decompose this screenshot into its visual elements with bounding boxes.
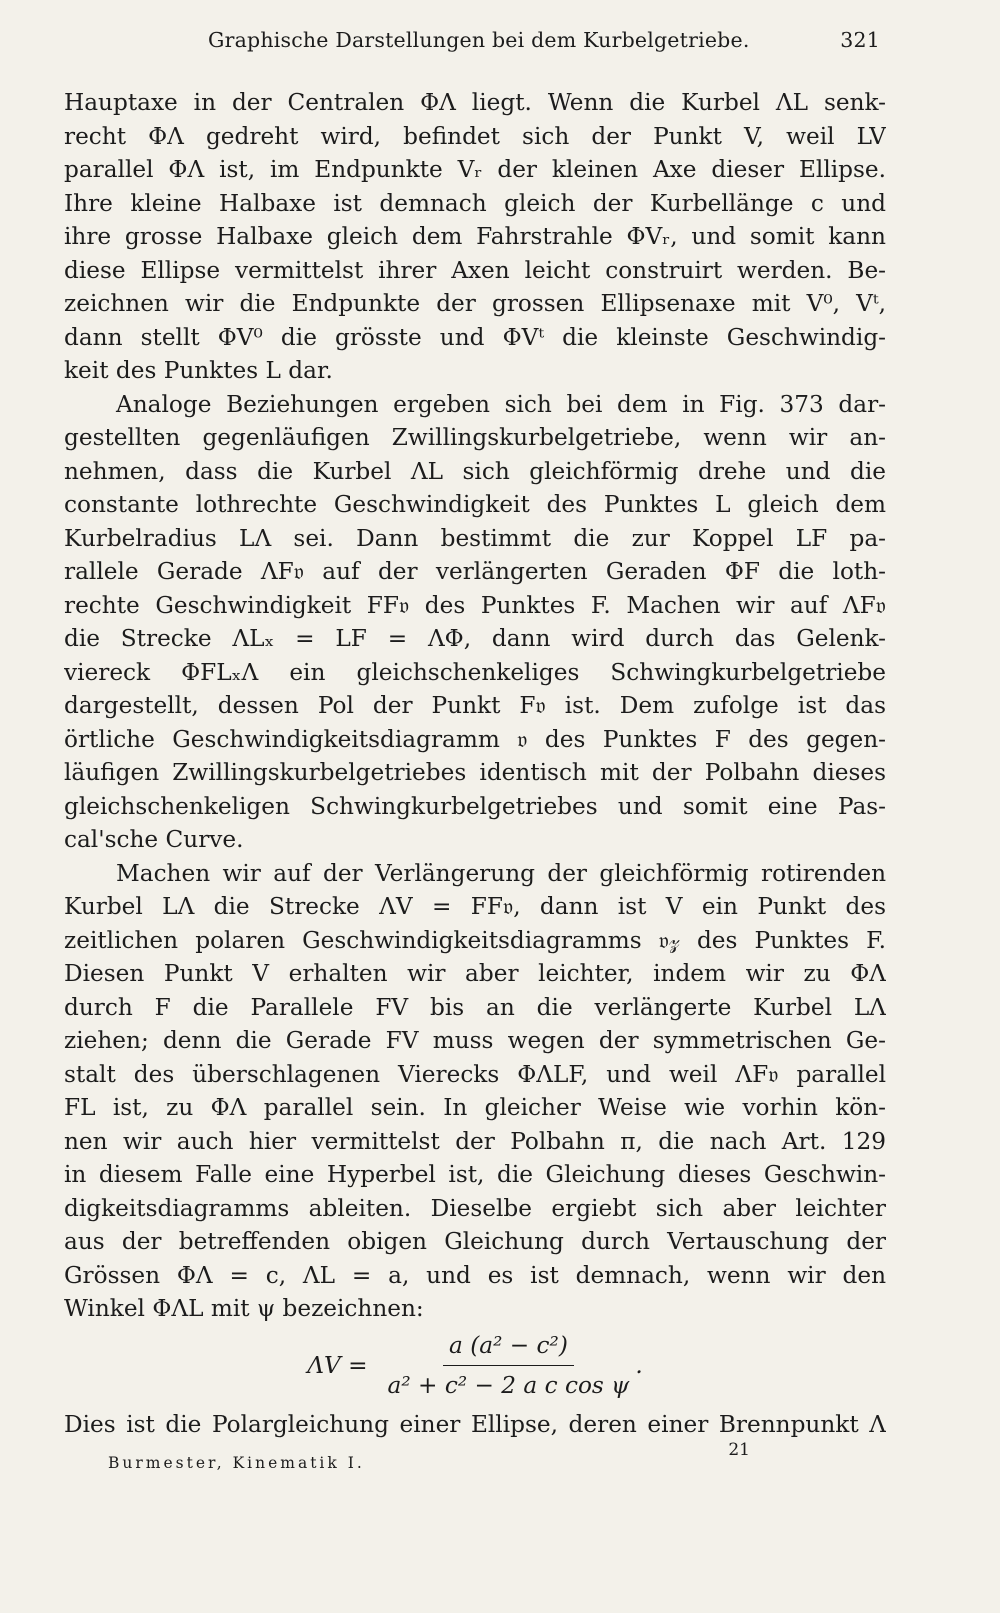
paragraph-1: [64, 86, 886, 388]
formula-period: .: [635, 1351, 643, 1379]
formula-denominator: a² + c² − 2 a c cos ψ: [387, 1372, 630, 1399]
text-line: stalt des überschlagenen Vierecks ΦΛLF, und weil ΛF𝔳 parallel: [64, 1060, 886, 1088]
text-line: keit des Punktes L dar.: [64, 357, 333, 384]
text-line: Grössen ΦΛ = c, ΛL = a, und es ist demnach, wenn wir den: [64, 1261, 886, 1289]
text-line: recht ΦΛ gedreht wird, befindet sich der Punkt V, weil LV: [64, 122, 886, 150]
formula-numerator: a (a² − c²): [443, 1329, 574, 1367]
text-line: ziehen; denn die Gerade FV muss wegen der symmetrischen Ge-: [64, 1027, 886, 1054]
formula-fraction: [382, 1329, 636, 1403]
text-line: rallele Gerade ΛF𝔳 auf der verlängerten Geraden ΦF die loth-: [64, 558, 886, 585]
text-line: ihre grosse Halbaxe gleich dem Fahrstrahle ΦVᵣ, und somit kann: [64, 223, 886, 250]
text-line: nehmen, dass die Kurbel ΛL sich gleichförmig drehe und die: [64, 457, 886, 485]
text-line: örtliche Geschwindigkeitsdiagramm 𝔳 des Punktes F des gegen-: [64, 725, 886, 753]
text-line: dann stellt ΦV⁰ die grösste und ΦVᵗ die kleinste Geschwindig-: [64, 323, 886, 351]
text-line: Winkel ΦΛL mit ψ bezeichnen:: [64, 1295, 424, 1322]
text-line: nen wir auch hier vermittelst der Polbahn π, die nach Art. 129: [64, 1127, 886, 1155]
text-line: gestellten gegenläufigen Zwillingskurbelgetriebe, wenn wir an-: [64, 424, 886, 451]
text-line: constante lothrechte Geschwindigkeit des Punktes L gleich dem: [64, 491, 886, 518]
body-text: [64, 86, 886, 1441]
text-line: zeichnen wir die Endpunkte der grossen Ellipsenaxe mit V⁰, Vᵗ,: [64, 290, 886, 317]
footer-author: Burmester, Kinematik I.: [108, 1454, 365, 1472]
text-line: läufigen Zwillingskurbelgetriebes identisch mit der Polbahn dieses: [64, 759, 886, 786]
text-line: FL ist, zu ΦΛ parallel sein. In gleicher Weise wie vorhin kön-: [64, 1094, 886, 1121]
text-line: digkeitsdiagramms ableiten. Dieselbe ergiebt sich aber leichter: [64, 1194, 886, 1222]
closing-line: Dies ist die Polargleichung einer Ellipse, deren einer Brennpunkt Λ: [64, 1410, 886, 1438]
text-line: die Strecke ΛLₓ = LF = ΛΦ, dann wird durch das Gelenk-: [64, 625, 886, 652]
text-line: parallel ΦΛ ist, im Endpunkte Vᵣ der kleinen Axe dieser Ellipse.: [64, 156, 886, 183]
text-line: Kurbelradius LΛ sei. Dann bestimmt die zur Koppel LF pa-: [64, 524, 886, 552]
text-line: Analoge Beziehungen ergeben sich bei dem in Fig. 373 dar-: [116, 390, 886, 418]
text-line: in diesem Falle eine Hyperbel ist, die Gleichung dieses Geschwin-: [64, 1161, 886, 1188]
text-line: dargestellt, dessen Pol der Punkt F𝔳 ist. Dem zufolge ist das: [64, 692, 886, 719]
page-header: [208, 28, 880, 52]
page-number: 321: [840, 28, 880, 52]
text-line: zeitlichen polaren Geschwindigkeitsdiagramms 𝔳𝓏 des Punktes F.: [64, 926, 886, 954]
text-line: Diesen Punkt V erhalten wir aber leichter, indem wir zu ΦΛ: [64, 960, 886, 987]
running-title: Graphische Darstellungen bei dem Kurbelgetriebe.: [208, 28, 750, 52]
formula-lhs: ΛV =: [307, 1351, 368, 1379]
text-line: Kurbel LΛ die Strecke ΛV = FF𝔳, dann ist V ein Punkt des: [64, 893, 886, 920]
signature-mark: 21: [728, 1440, 750, 1460]
text-line: aus der betreffenden obigen Gleichung durch Vertauschung der: [64, 1228, 886, 1255]
text-line: durch F die Parallele FV bis an die verlängerte Kurbel LΛ: [64, 993, 886, 1021]
text-line: diese Ellipse vermittelst ihrer Axen leicht construirt werden. Be-: [64, 256, 886, 284]
paragraph-3: [64, 857, 886, 1326]
paragraph-2: [64, 388, 886, 857]
text-line: Hauptaxe in der Centralen ΦΛ liegt. Wenn die Kurbel ΛL senk-: [64, 89, 886, 116]
text-line: cal'sche Curve.: [64, 826, 244, 853]
text-line: Ihre kleine Halbaxe ist demnach gleich der Kurbellänge c und: [64, 189, 886, 217]
text-line: viereck ΦFLₓΛ ein gleichschenkeliges Schwingkurbelgetriebe: [64, 658, 886, 686]
polar-equation: [64, 1328, 886, 1404]
text-line: Machen wir auf der Verlängerung der gleichförmig rotirenden: [116, 859, 886, 887]
text-line: rechte Geschwindigkeit FF𝔳 des Punktes F. Machen wir auf ΛF𝔳: [64, 591, 886, 619]
page-footer: [108, 1440, 750, 1472]
text-line: gleichschenkeligen Schwingkurbelgetriebes und somit eine Pas-: [64, 792, 886, 820]
